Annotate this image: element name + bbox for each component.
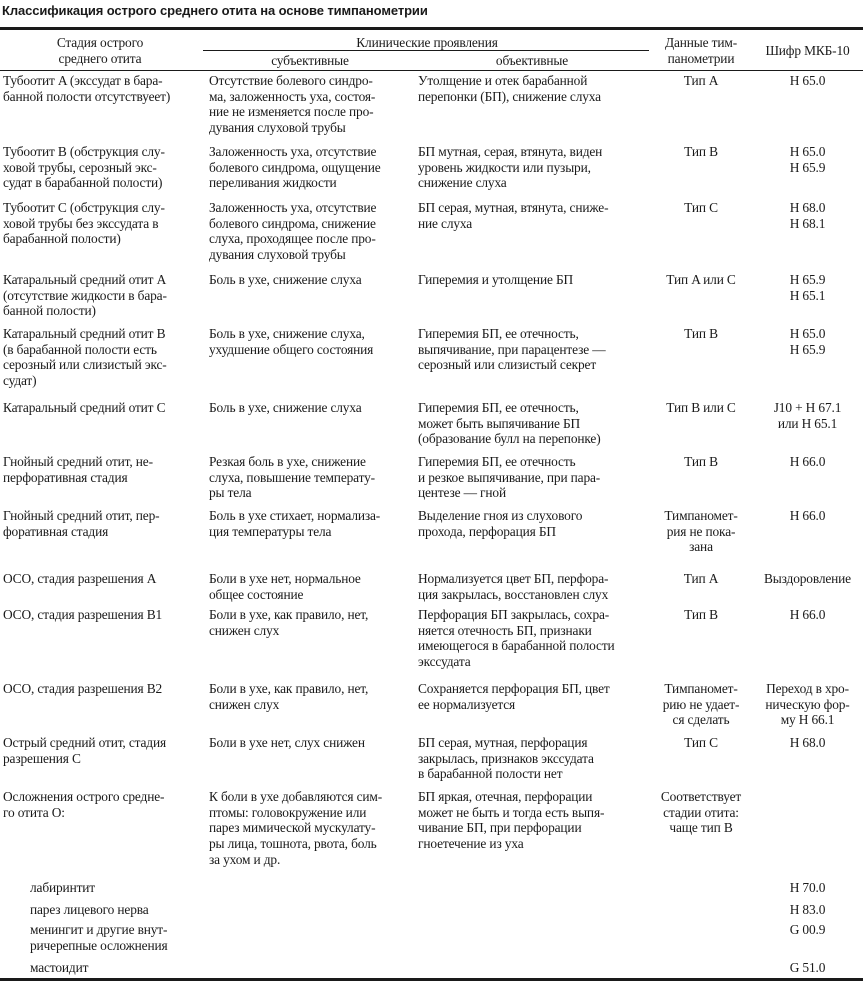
row-2-objective: БП мутная, серая, втянута, виден уровень жидкости или пузыри, снижение слуха <box>418 144 603 191</box>
row-6-tympanometry: Тип B или C <box>666 400 736 415</box>
row-13-tympanometry: Соответствует стадии отита: чаще тип B <box>660 789 742 836</box>
row-11-objective: Сохраняется перфорация БП, цвет ее нормализуется <box>418 681 610 712</box>
row-6-stage: Катаральный средний отит C <box>3 400 166 415</box>
row-6-objective: Гиперемия БП, ее отечность, может быть выпячивание БП (образование булл на перепонке) <box>418 400 601 447</box>
row-9-objective: Нормализуется цвет БП, перфора- ция закрылась, восстановлен слух <box>418 571 609 602</box>
row-10-tympanometry: Тип B <box>684 607 718 622</box>
row-13-objective: БП яркая, отечная, перфорации может не быть и тогда есть выпя- чивание БП, при перфорации гноетечение из уха <box>418 789 605 852</box>
row-7-objective: Гиперемия БП, ее отечность и резкое выпячивание, при пара- центезе — гной <box>418 454 601 501</box>
row-12-tympanometry: Тип C <box>684 735 718 750</box>
row-12-subjective: Боли в ухе нет, слух снижен <box>209 735 365 750</box>
header-icd: Шифр МКБ-10 <box>765 43 850 58</box>
complication-3-name: менингит и другие внут- ричерепные осложнения <box>30 922 168 953</box>
row-1-objective: Утолщение и отек барабанной перепонки (БП), снижение слуха <box>418 73 601 104</box>
row-10-subjective: Боли в ухе, как правило, нет, снижен слух <box>209 607 369 638</box>
row-4-stage: Катаральный средний отит A (отсутствие жидкости в бара- банной полости) <box>3 272 167 319</box>
row-7-icd: H 66.0 <box>789 454 826 469</box>
header-subjective: субъективные <box>271 53 349 68</box>
row-10-objective: Перфорация БП закрылась, сохра- няется отечность БП, признаки имеющегося в барабанной полости экссудата <box>418 607 615 670</box>
row-9-tympanometry: Тип A <box>683 571 719 586</box>
row-12-icd: H 68.0 <box>789 735 826 750</box>
row-3-objective: БП серая, мутная, втянута, сниже- ние слуха <box>418 200 609 231</box>
header-tympanometry: Данные тим- панометрии <box>665 35 737 66</box>
row-11-icd: Переход в хро- ническую фор- му H 66.1 <box>765 681 850 728</box>
row-7-tympanometry: Тип B <box>684 454 718 469</box>
row-5-stage: Катаральный средний отит B (в барабанной полости есть серозный или слизистый экс- судат) <box>3 326 167 389</box>
header-bottom-rule <box>0 70 863 71</box>
row-5-subjective: Боль в ухе, снижение слуха, ухудшение общего состояния <box>209 326 374 357</box>
row-1-icd: H 65.0 <box>789 73 826 88</box>
row-6-icd: J10 + H 67.1 или H 65.1 <box>773 400 842 431</box>
row-4-icd: H 65.9 H 65.1 <box>789 272 826 303</box>
row-8-subjective: Боль в ухе стихает, нормализа- ция температуры тела <box>209 508 381 539</box>
row-9-icd: Выздоровление <box>764 571 851 586</box>
complication-4-name: мастоидит <box>30 960 89 975</box>
row-1-tympanometry: Тип A <box>683 73 719 88</box>
row-7-subjective: Резкая боль в ухе, снижение слуха, повышение температу- ры тела <box>209 454 375 501</box>
complication-1-icd: H 70.0 <box>789 880 826 895</box>
row-2-stage: Тубоотит B (обструкция слу- ховой трубы, серозный экс- судат в барабанной полости) <box>3 144 165 191</box>
row-8-objective: Выделение гноя из слухового прохода, перфорация БП <box>418 508 583 539</box>
header-clinical: Клинические проявления <box>356 35 498 50</box>
row-12-objective: БП серая, мутная, перфорация закрылась, признаков экссудата в барабанной полости нет <box>418 735 594 782</box>
row-13-subjective: К боли в ухе добавляются сим- птомы: головокружение или парез мимической мускулату- ры лица, тошнота, рвота, боль за ухом и др. <box>209 789 383 867</box>
row-3-subjective: Заложенность уха, отсутствие болевого синдрома, снижение слуха, проходящее после про- дувания слуховой трубы <box>209 200 377 263</box>
row-4-subjective: Боль в ухе, снижение слуха <box>209 272 362 287</box>
row-5-tympanometry: Тип B <box>684 326 718 341</box>
row-3-tympanometry: Тип C <box>684 200 718 215</box>
row-3-stage: Тубоотит C (обструкция слу- ховой трубы без экссудата в барабанной полости) <box>3 200 165 247</box>
header-objective: объективные <box>495 53 569 68</box>
table-top-rule <box>0 27 863 30</box>
row-9-subjective: Боли в ухе нет, нормальное общее состояние <box>209 571 361 602</box>
row-10-icd: H 66.0 <box>789 607 826 622</box>
row-10-stage: ОСО, стадия разрешения B1 <box>3 607 163 622</box>
row-11-subjective: Боли в ухе, как правило, нет, снижен слух <box>209 681 369 712</box>
table-title: Классификация острого среднего отита на основе тимпанометрии <box>2 3 428 18</box>
row-13-stage: Осложнения острого средне- го отита O: <box>3 789 165 820</box>
complication-2-name: парез лицевого нерва <box>30 902 149 917</box>
row-5-objective: Гиперемия БП, ее отечность, выпячивание, при парацентезе — серозный или слизистый секрет <box>418 326 606 373</box>
row-4-objective: Гиперемия и утолщение БП <box>418 272 574 287</box>
row-9-stage: ОСО, стадия разрешения A <box>3 571 157 586</box>
row-4-tympanometry: Тип A или C <box>666 272 736 287</box>
complication-2-icd: H 83.0 <box>789 902 826 917</box>
row-11-stage: ОСО, стадия разрешения B2 <box>3 681 163 696</box>
complication-1-name: лабиринтит <box>30 880 96 895</box>
row-8-icd: H 66.0 <box>789 508 826 523</box>
complication-4-icd: G 51.0 <box>789 960 826 975</box>
row-1-subjective: Отсутствие болевого синдро- ма, заложенность уха, состоя- ние не изменяется после про- дувания слуховой трубы <box>209 73 376 136</box>
table-bottom-rule <box>0 978 863 981</box>
row-2-tympanometry: Тип B <box>684 144 718 159</box>
row-12-stage: Острый средний отит, стадия разрешения C <box>3 735 166 766</box>
row-11-tympanometry: Тимпаномет- рию не удает- ся сделать <box>662 681 740 728</box>
row-5-icd: H 65.0 H 65.9 <box>789 326 826 357</box>
header-sub-rule <box>203 50 649 51</box>
row-2-subjective: Заложенность уха, отсутствие болевого синдрома, ощущение переливания жидкости <box>209 144 381 191</box>
row-2-icd: H 65.0 H 65.9 <box>789 144 826 175</box>
row-7-stage: Гнойный средний отит, не- перфоративная стадия <box>3 454 153 485</box>
row-8-stage: Гнойный средний отит, пер- форативная стадия <box>3 508 160 539</box>
row-6-subjective: Боль в ухе, снижение слуха <box>209 400 362 415</box>
row-1-stage: Тубоотит A (экссудат в бара- банной полости отсутствуеет) <box>3 73 171 104</box>
header-stage: Стадия острого среднего отита <box>56 35 144 66</box>
row-8-tympanometry: Тимпаномет- рия не пока- зана <box>664 508 738 555</box>
row-3-icd: H 68.0 H 68.1 <box>789 200 826 231</box>
complication-3-icd: G 00.9 <box>789 922 826 937</box>
